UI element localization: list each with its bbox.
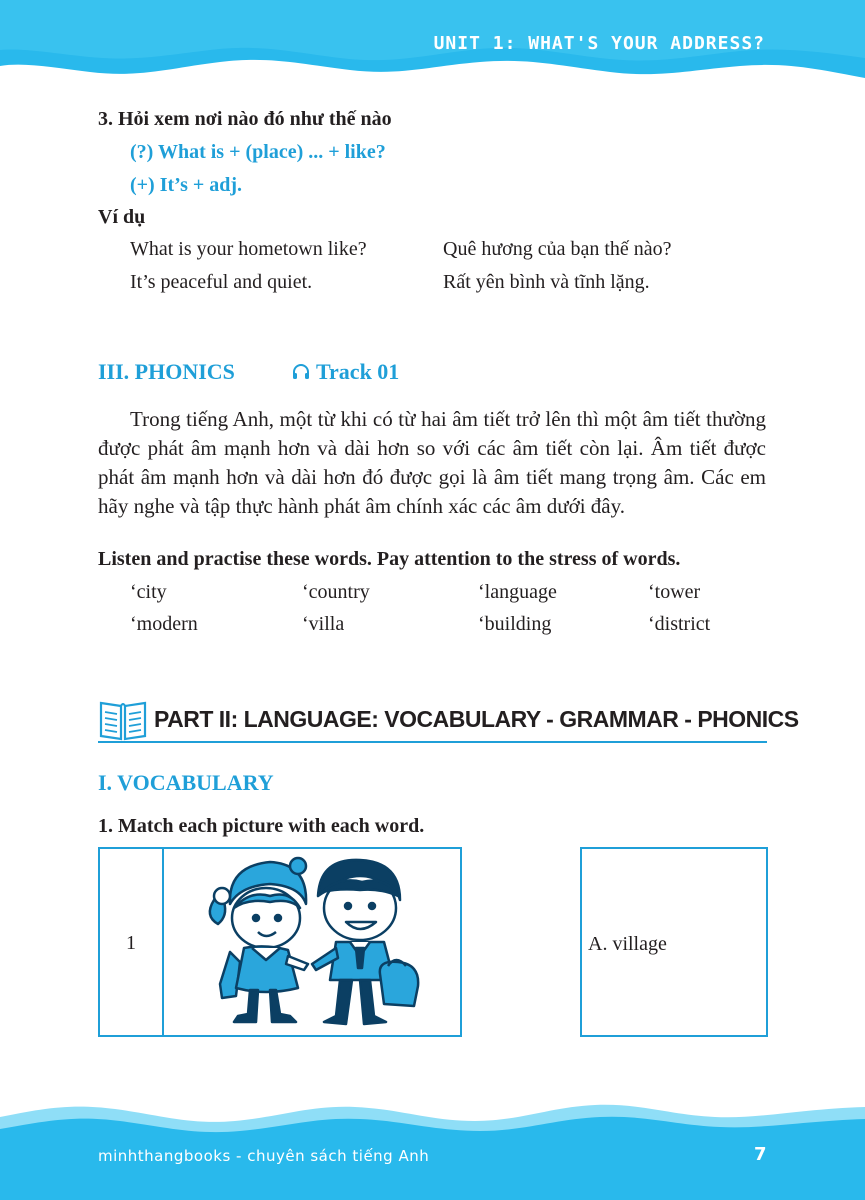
question-pattern: (?) What is + (place) ... + like?: [130, 141, 386, 163]
example-en: It’s peaceful and quiet.: [130, 271, 313, 293]
word-item: ʻdistrict: [648, 613, 711, 635]
phonics-heading: III. PHONICS: [98, 359, 235, 384]
exercise-title: 1. Match each picture with each word.: [98, 815, 425, 837]
open-book-icon: [98, 699, 148, 741]
track-label-group: [292, 359, 399, 385]
answer-pattern: (+) It’s + adj.: [130, 174, 243, 196]
item-number: 1: [126, 932, 136, 954]
word-item: ʻvilla: [302, 613, 345, 635]
page-number: 7: [754, 1144, 767, 1165]
example-vi: Quê hương của bạn thế nào?: [443, 238, 672, 260]
section-heading: 3. Hỏi xem nơi nào đó như thế nào: [98, 108, 392, 130]
word-item: ʻbuilding: [478, 613, 552, 635]
part-divider: [98, 741, 767, 743]
vocabulary-heading: I. VOCABULARY: [98, 770, 274, 795]
word-item: ʻtower: [648, 581, 701, 603]
word-item: ʻmodern: [130, 613, 198, 635]
unit-title: UNIT 1: WHAT'S YOUR ADDRESS?: [433, 33, 765, 54]
word-item: ʻlanguage: [478, 581, 557, 603]
word-item: ʻcountry: [302, 581, 370, 603]
headphones-icon: [292, 363, 310, 381]
example-en: What is your hometown like?: [130, 238, 367, 260]
part-title: PART II: LANGUAGE: VOCABULARY - GRAMMAR - PHONICS: [154, 706, 799, 732]
phonics-paragraph: Trong tiếng Anh, một từ khi có từ hai âm tiết trở lên thì một âm tiết thường được phát âm mạnh hơn và dài hơn so với các âm tiết còn lại. Âm tiết được phát âm mạnh hơn và dài hơn đó được gọi là âm tiết mang trọng âm. Các em hãy nghe và tập thực hành phát âm chính xác các âm dưới đây.: [98, 407, 766, 518]
phonics-instruction: Listen and practise these words. Pay attention to the stress of words.: [98, 548, 681, 570]
word-option-a: A. village: [588, 933, 667, 955]
children-illustration: [200, 856, 426, 1028]
track-label: Track 01: [316, 359, 400, 384]
example-vi: Rất yên bình và tĩnh lặng.: [443, 271, 650, 293]
example-label: Ví dụ: [98, 206, 146, 228]
publisher-text: minhthangbooks - chuyên sách tiếng Anh: [98, 1147, 430, 1165]
word-item: ʻcity: [130, 581, 167, 603]
